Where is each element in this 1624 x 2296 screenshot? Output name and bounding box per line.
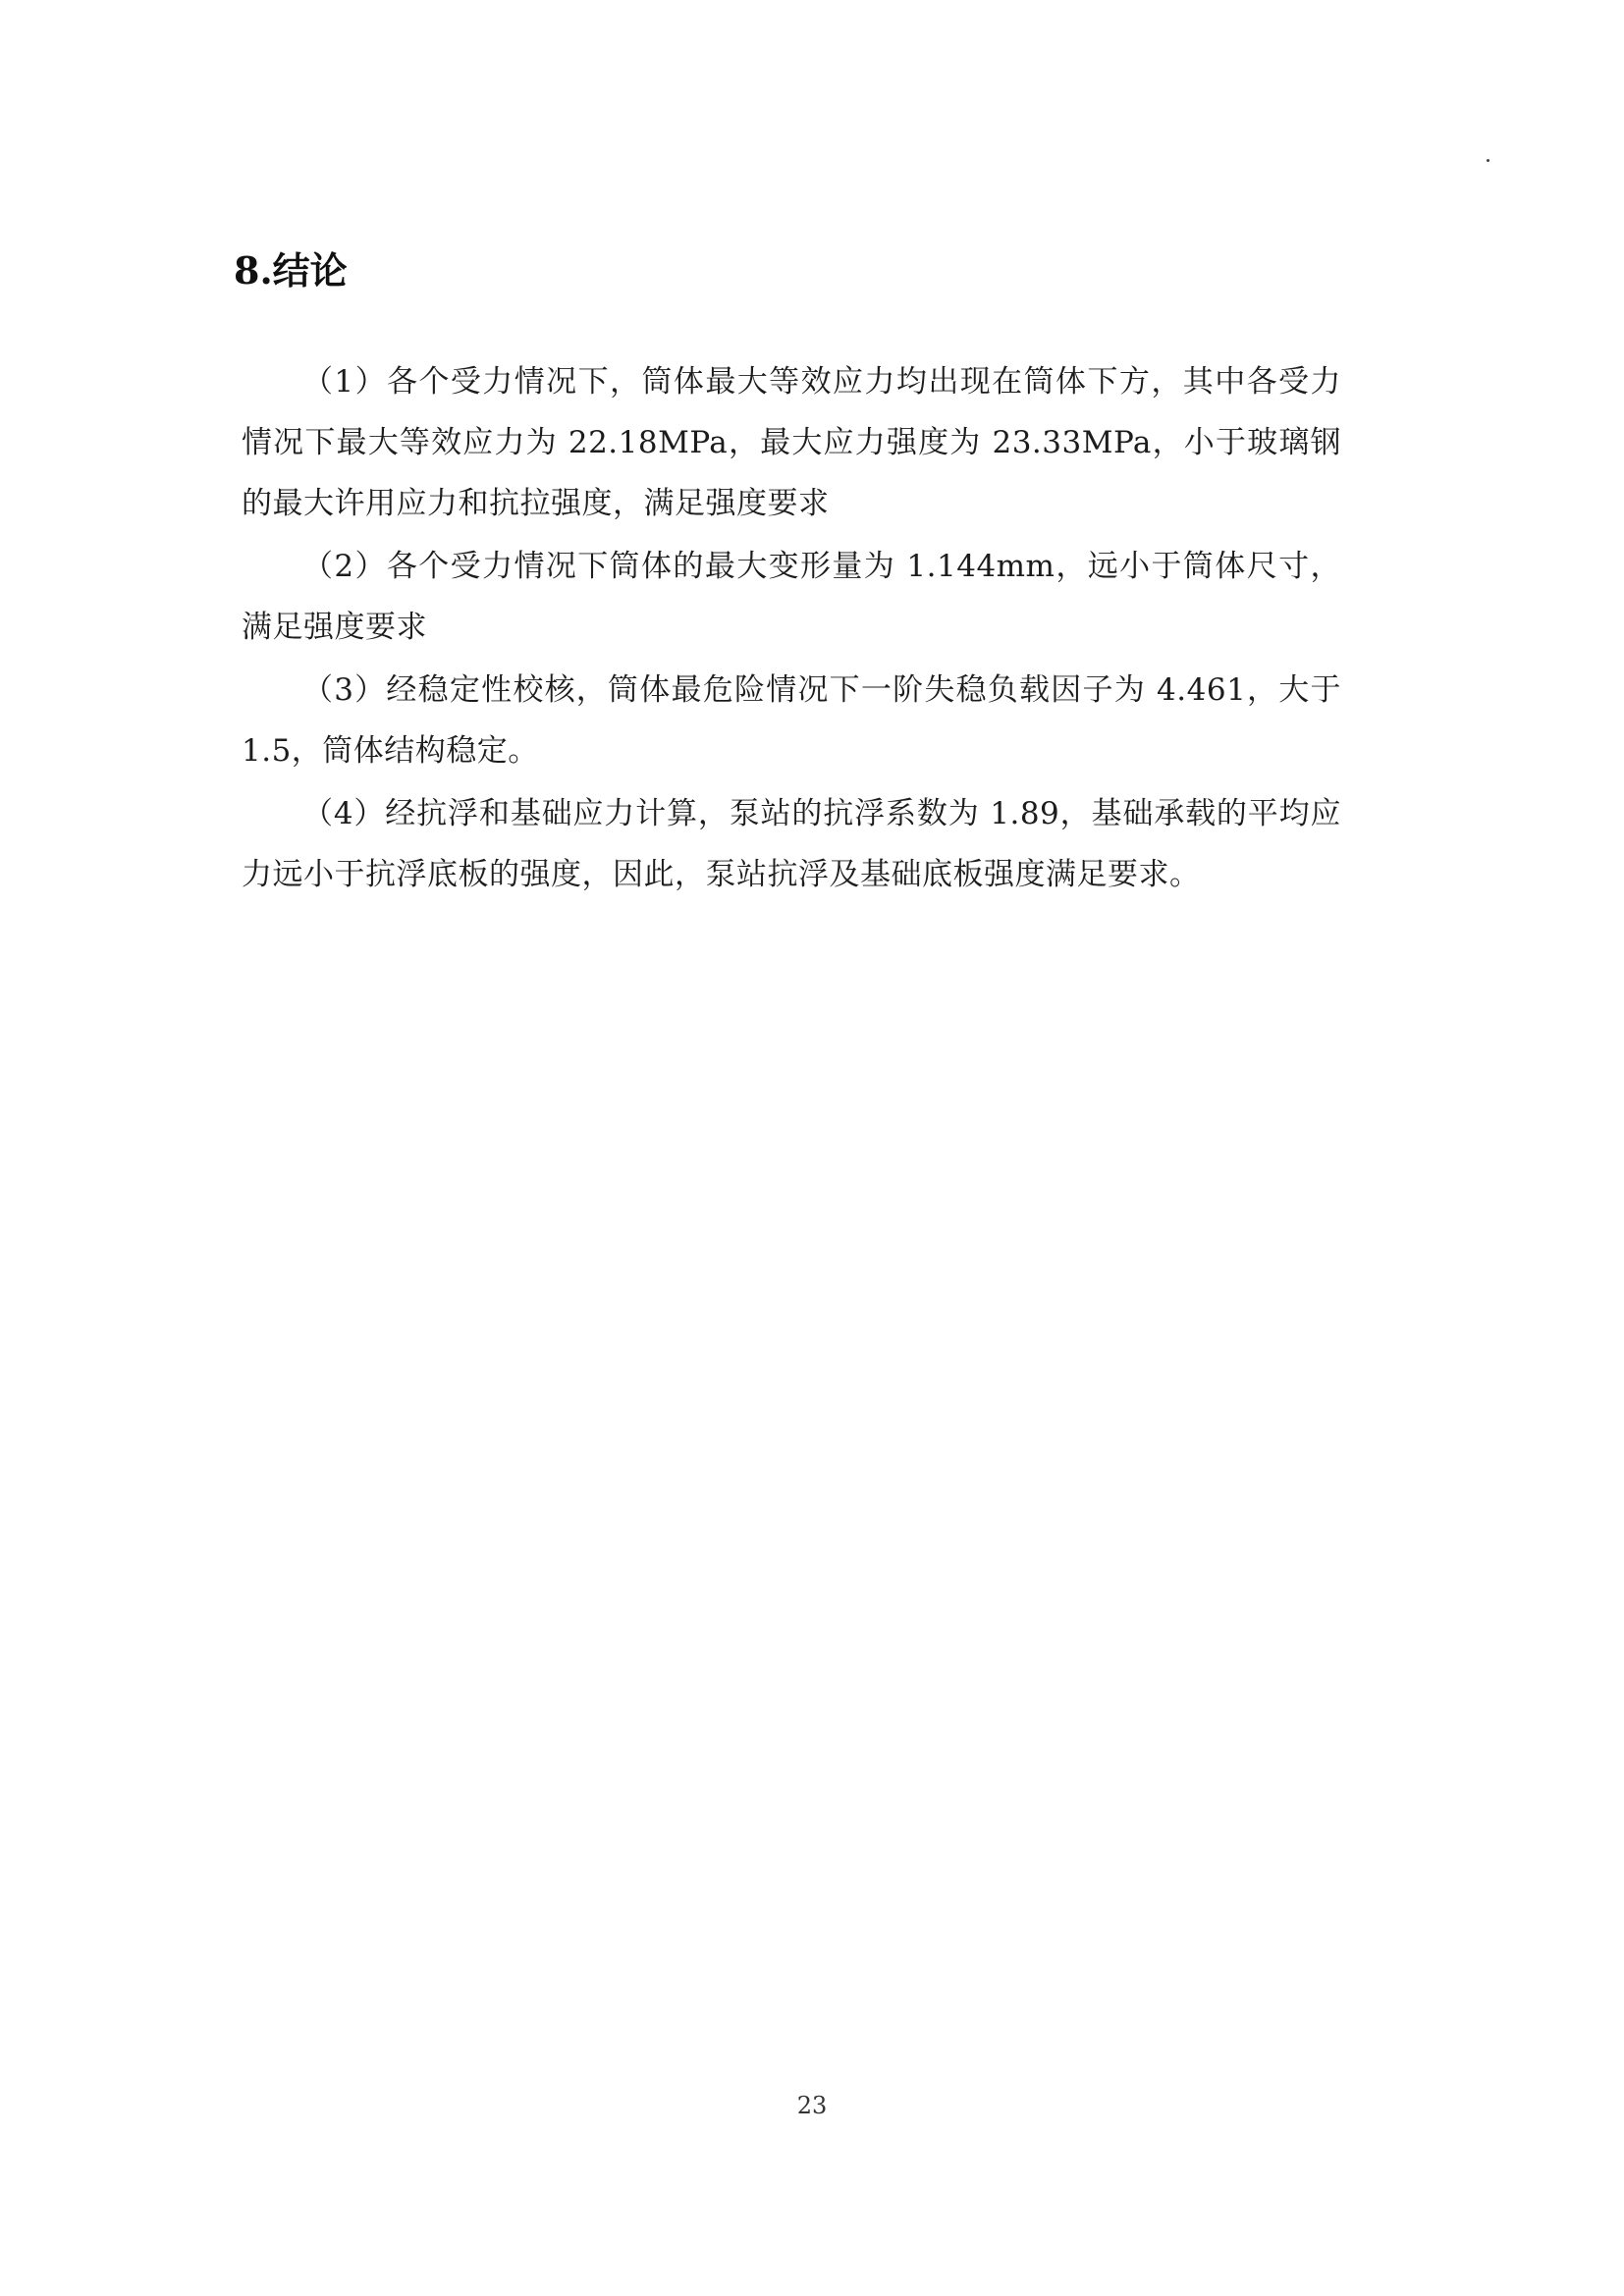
scan-speck bbox=[1487, 159, 1489, 162]
section-heading: 8.结论 bbox=[234, 248, 348, 293]
conclusion-paragraph-2: （2）各个受力情况下筒体的最大变形量为 1.144mm，远小于筒体尺寸，满足强度要求 bbox=[242, 549, 1341, 645]
conclusion-paragraph-3: （3）经稳定性校核，筒体最危险情况下一阶失稳负载因子为 4.461，大于1.5，筒体结构稳定。 bbox=[242, 672, 1341, 769]
conclusion-paragraph-1: （1）各个受力情况下，筒体最大等效应力均出现在筒体下方，其中各受力情况下最大等效应力为 22.18MPa，最大应力强度为 23.33MPa，小于玻璃钢的最大许用应力和抗拉强度，满足强度要求 bbox=[242, 364, 1341, 521]
page-number: 23 bbox=[796, 2092, 828, 2119]
conclusion-paragraph-4: （4）经抗浮和基础应力计算，泵站的抗浮系数为 1.89，基础承载的平均应力远小于抗浮底板的强度，因此，泵站抗浮及基础底板强度满足要求。 bbox=[242, 796, 1341, 892]
conclusion-body bbox=[242, 351, 1341, 907]
